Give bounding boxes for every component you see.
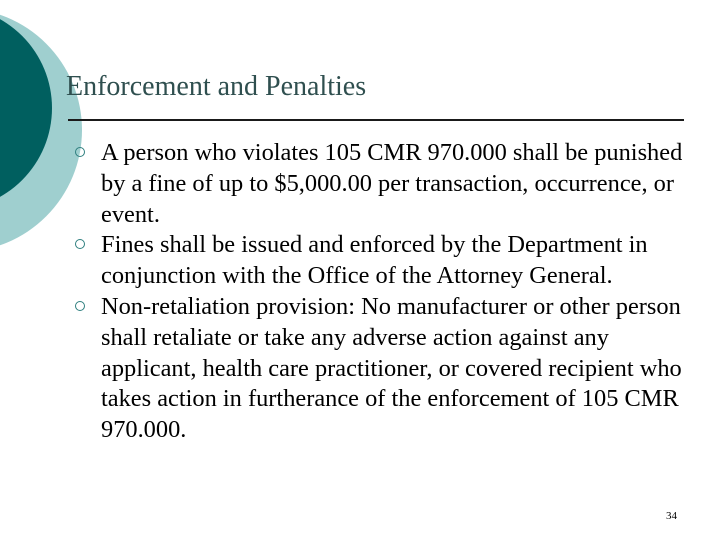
bullet-text: A person who violates 105 CMR 970.000 shall be punished by a fine of up to $5,000.00 per transaction, occurrence, or event. [101, 139, 683, 228]
slide-title: Enforcement and Penalties [66, 71, 367, 102]
hollow-circle-bullet-icon [75, 301, 85, 311]
bullet-item [72, 292, 692, 446]
hollow-circle-bullet-icon [75, 239, 85, 249]
bullet-list [72, 138, 692, 446]
bullet-item [72, 230, 692, 292]
bullet-item [72, 138, 692, 230]
bullet-text: Fines shall be issued and enforced by the Department in conjunction with the Office of the Attorney General. [101, 231, 648, 290]
title-divider [68, 119, 684, 121]
slide-number: 34 [666, 510, 677, 522]
hollow-circle-bullet-icon [75, 147, 85, 157]
bullet-text: Non-retaliation provision: No manufacturer or other person shall retaliate or take any adverse action against any applicant, health care practitioner, or covered recipient who takes action in furtherance of the enforcement of 105 CMR 970.000. [101, 292, 682, 444]
